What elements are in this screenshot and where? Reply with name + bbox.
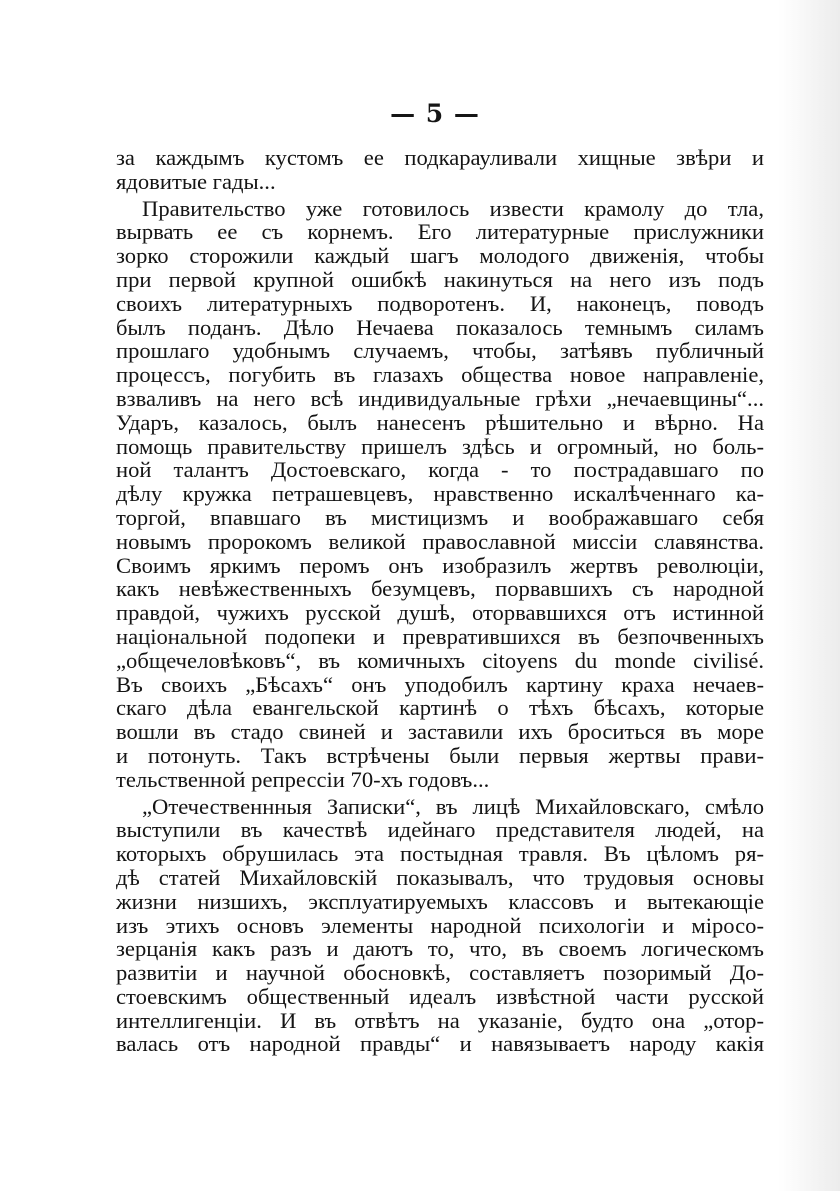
text-line: ядовитые гады...: [116, 168, 276, 194]
text-line: ной талантъ Достоевскаго, когда - то пострадавшаго по: [116, 457, 764, 483]
text-line: зерцанія какъ разъ и даютъ то, что, въ своемъ логическомъ: [116, 936, 764, 962]
text-line: Въ своихъ „Бѣсахъ“ онъ уподобилъ картину краха нечаев-: [116, 671, 764, 697]
text-line: зорко сторожили каждый шагъ молодого движенія, чтобы: [116, 243, 764, 269]
text-line: скаго дѣла евангельской картинѣ о тѣхъ бѣсахъ, которые: [116, 695, 764, 721]
text-line: взваливъ на него всѣ индивидуальные грѣхи „нечаевщины“...: [116, 385, 764, 411]
text-line: дѣлу кружка петрашевцевъ, нравственно искалѣченнаго ка-: [116, 481, 764, 507]
text-line: „общечеловѣковъ“, въ комичныхъ citoyens du monde civilisé.: [116, 647, 764, 673]
text-line: за каждымъ кустомъ ее подкарауливали хищные звѣри и: [116, 145, 764, 170]
text-line: валась отъ народной правды“ и навязываетъ народу какія: [116, 1031, 764, 1057]
page-number: — 5 —: [390, 99, 480, 128]
text-line: помощь правительству пришелъ здѣсь и огромный, но боль-: [116, 433, 764, 459]
text-line: процессъ, погубить въ глазахъ общества новое направленіе,: [116, 362, 764, 388]
text-line: какъ невѣжественныхъ безумцевъ, порвавшихъ съ народной: [116, 576, 764, 602]
text-line: которыхъ обрушилась эта постыдная травля. Въ цѣломъ ря-: [116, 841, 764, 867]
body-text: [116, 146, 764, 1056]
text-line: правдой, чужихъ русской душѣ, оторвавшихся отъ истинной: [116, 600, 764, 626]
text-line: дѣ статей Михайловскій показывалъ, что трудовыя основы: [116, 864, 764, 890]
text-line: стоевскимъ общественный идеалъ извѣстной части русской: [116, 983, 764, 1009]
text-line: Правительство уже готовилось извести крамолу до тла,: [142, 195, 764, 221]
text-line: развитіи и научной обосновкѣ, составляетъ позоримый До-: [116, 960, 764, 986]
text-line: Ударъ, казалось, былъ нанесенъ рѣшительно и вѣрно. На: [116, 409, 764, 435]
text-line: при первой крупной ошибкѣ накинуться на него изъ подъ: [116, 266, 764, 292]
text-line: интеллигенціи. И въ отвѣтъ на указаніе, будто она „отор-: [116, 1007, 764, 1033]
text-line: новымъ пророкомъ великой православной миссіи славянства.: [116, 528, 764, 554]
text-line: національной подопеки и превратившихся въ безпочвенныхъ: [116, 623, 764, 649]
text-line: Своимъ яркимъ перомъ онъ изобразилъ жертвъ революціи,: [116, 552, 764, 578]
text-line: жизни низшихъ, эксплуатируемыхъ классовъ и вытекающіе: [116, 888, 764, 914]
text-line: вырвать ее съ корнемъ. Его литературные прислужники: [116, 219, 764, 245]
text-line: и потонуть. Такъ встрѣчены были первыя жертвы прави-: [116, 742, 764, 768]
text-line: выступили въ качествѣ идейнаго представителя людей, на: [116, 817, 764, 843]
text-line: своихъ литературныхъ подворотенъ. И, наконецъ, поводъ: [116, 290, 764, 316]
text-line: торгой, впавшаго въ мистицизмъ и воображавшаго себя: [116, 504, 764, 530]
text-line: былъ поданъ. Дѣло Нечаева показалось темнымъ силамъ: [116, 314, 764, 340]
text-line: тельственной репрессіи 70-хъ годовъ...: [116, 766, 490, 792]
text-line: вошли въ стадо свиней и заставили ихъ броситься въ море: [116, 719, 764, 745]
text-line: „Отечественнныя Записки“, въ лицѣ Михайловскаго, смѣло: [142, 793, 764, 819]
text-line: изъ этихъ основъ элементы народной психологіи и міросо-: [116, 912, 764, 938]
text-line: прошлаго удобнымъ случаемъ, чтобы, затѣявъ публичный: [116, 338, 764, 364]
scan-shadow-edge: [778, 0, 840, 1191]
